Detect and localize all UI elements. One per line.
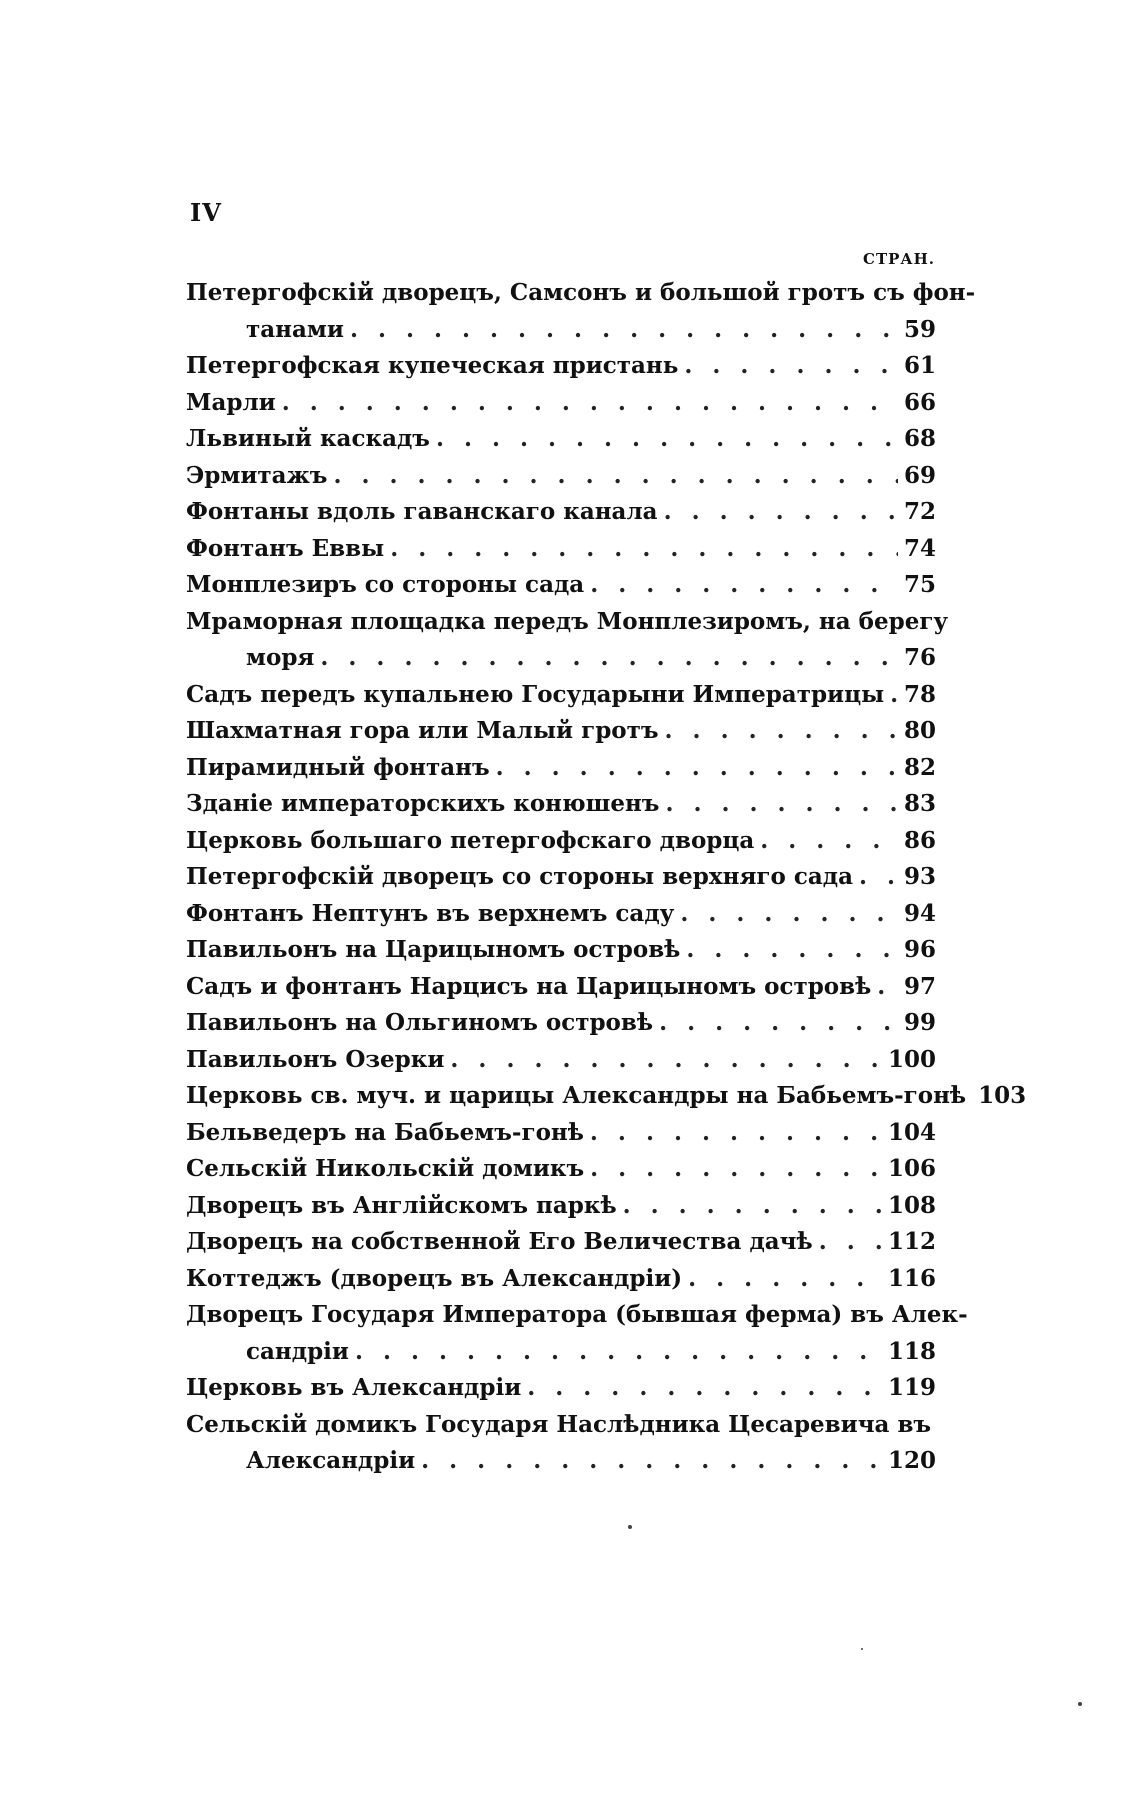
toc-entry-title: Садъ и фонтанъ Нарцисъ на Царицыномъ островѣ <box>186 972 872 1000</box>
toc-entry-page-number: 86 <box>903 826 936 854</box>
toc-entry-page-number: 75 <box>903 571 936 598</box>
toc-entry-title: Коттеджъ (дворецъ въ Александріи) <box>186 1264 683 1292</box>
toc-entry-page-number: 108 <box>887 1191 936 1219</box>
toc-entry <box>186 531 936 568</box>
toc-entry-title-line1: Мраморная площадка передъ Монплезиромъ, на берегу <box>186 607 949 635</box>
dot-leader <box>590 1115 882 1152</box>
dot-leader <box>623 1188 882 1225</box>
page-column-header: СТРАН. <box>863 250 935 268</box>
toc-entry-page-number: 83 <box>903 790 936 817</box>
toc-entry-title: Павильонъ Озерки <box>186 1045 445 1073</box>
dot-leader <box>890 677 898 714</box>
print-speck <box>861 1648 863 1650</box>
dot-leader <box>590 567 898 604</box>
toc-entry-title-line1: Сельскій домикъ Государя Наслѣдника Цесаревича въ <box>186 1410 932 1438</box>
toc-entry-title: Сельскій Никольскій домикъ <box>186 1155 585 1182</box>
toc-entry-title: танами <box>246 315 344 343</box>
toc-entry-title: Церковь большаго петергофскаго дворца <box>186 826 755 854</box>
toc-entry <box>186 1407 936 1480</box>
dot-leader <box>590 1151 882 1188</box>
dot-leader <box>688 1261 882 1298</box>
toc-entry <box>186 1188 936 1225</box>
toc-entry-title: Львиный каскадъ <box>186 425 430 452</box>
toc-entry <box>186 1042 936 1079</box>
toc-entry-page-number: 99 <box>903 1009 936 1036</box>
toc-entry <box>186 494 936 531</box>
toc-entry-title: Александріи <box>246 1447 416 1474</box>
toc-entry-title: Павильонъ на Ольгиномъ островѣ <box>186 1009 654 1036</box>
toc-entry-page-number: 96 <box>903 936 936 963</box>
toc-entry-title: Марли <box>186 388 276 416</box>
dot-leader <box>496 750 898 787</box>
dot-leader <box>680 896 898 933</box>
dot-leader <box>760 823 898 860</box>
toc-entry-title: Петергофская купеческая пристань <box>186 352 679 379</box>
toc-entry-title: Церковь св. муч. и царицы Александры на Бабьемъ-гонѣ <box>186 1082 967 1109</box>
toc-entry-page-number: 119 <box>887 1374 936 1401</box>
toc-entry-page-number: 94 <box>903 899 936 927</box>
toc-entry-title: Церковь въ Александріи <box>186 1374 522 1401</box>
toc-entry-page-number: 116 <box>887 1264 936 1292</box>
dot-leader <box>421 1443 882 1480</box>
toc-entry-page-number: 112 <box>887 1228 936 1255</box>
toc-entry-page-number: 59 <box>903 315 936 343</box>
toc-entry <box>186 604 949 677</box>
toc-entry <box>186 348 936 385</box>
toc-entry <box>186 458 936 495</box>
toc-entry-page-number: 97 <box>903 972 936 1000</box>
toc-entry <box>186 275 976 348</box>
dot-leader <box>877 969 898 1006</box>
toc-entry-title: моря <box>246 644 315 671</box>
toc-entry-title: Фонтанъ Еввы <box>186 534 385 562</box>
toc-entry-title: Садъ передъ купальнею Государыни Императрицы <box>186 680 885 708</box>
toc-entry-title: Дворецъ на собственной Его Величества дачѣ <box>186 1228 813 1255</box>
toc-entry-title-line1: Дворецъ Государя Императора (бывшая ферма) въ Алек- <box>186 1301 968 1328</box>
toc-entry-title: Петергофскій дворецъ со стороны верхняго сада <box>186 863 854 890</box>
dot-leader <box>686 932 898 969</box>
toc-entry-title: Пирамидный фонтанъ <box>186 753 490 781</box>
dot-leader <box>659 1005 898 1042</box>
toc-entry <box>186 969 936 1006</box>
dot-leader <box>819 1224 882 1261</box>
dot-leader <box>350 312 898 349</box>
toc-entry <box>186 713 936 750</box>
toc-entry <box>186 1151 936 1188</box>
page-number: IV <box>190 198 222 227</box>
dot-leader <box>333 458 898 495</box>
toc-entry-title: Павильонъ на Царицыномъ островѣ <box>186 936 681 963</box>
toc-entry-page-number: 72 <box>903 498 936 525</box>
toc-entry-page-number: 118 <box>887 1337 936 1365</box>
toc-entry <box>186 896 936 933</box>
toc-entry-page-number: 106 <box>887 1155 936 1182</box>
toc-entry-page-number: 82 <box>903 753 936 781</box>
dot-leader <box>527 1370 882 1407</box>
toc-entry <box>186 1297 968 1370</box>
toc-entry-page-number: 120 <box>887 1447 936 1474</box>
toc-entry <box>186 1115 936 1152</box>
dot-leader <box>450 1042 882 1079</box>
print-speck <box>628 1525 632 1529</box>
dot-leader <box>355 1334 882 1371</box>
toc-entry-page-number: 74 <box>903 534 936 562</box>
toc-entry <box>186 1370 936 1407</box>
toc-entry-title: Фонтанъ Нептунъ въ верхнемъ саду <box>186 899 675 927</box>
toc-entry-page-number: 76 <box>903 644 936 671</box>
toc-entry-page-number: 66 <box>903 388 936 416</box>
dot-leader <box>436 421 898 458</box>
toc-entry <box>186 567 936 604</box>
dot-leader <box>320 640 898 677</box>
toc-entry-page-number: 80 <box>903 717 936 744</box>
dot-leader <box>859 859 898 896</box>
toc-entry <box>186 1224 936 1261</box>
toc-entry-page-number: 104 <box>887 1118 936 1146</box>
toc-entry <box>186 677 936 714</box>
toc-entry-title: Шахматная гора или Малый гротъ <box>186 717 659 744</box>
toc-entry-page-number: 78 <box>903 680 936 708</box>
toc-entry <box>186 1078 1027 1115</box>
toc-entry-title: Бельведеръ на Бабьемъ-гонѣ <box>186 1118 584 1146</box>
dot-leader <box>665 713 898 750</box>
toc-entry <box>186 823 936 860</box>
toc-entry-page-number: 93 <box>903 863 936 890</box>
toc-entry-page-number: 69 <box>903 461 936 489</box>
dot-leader <box>684 348 898 385</box>
toc-entry-page-number: 61 <box>903 352 936 379</box>
toc-entry-title: Монплезиръ со стороны сада <box>186 571 585 598</box>
toc-entry-title: Дворецъ въ Англійскомъ паркѣ <box>186 1191 617 1219</box>
toc-entry-page-number: 103 <box>978 1082 1027 1109</box>
toc-entry <box>186 786 936 823</box>
toc-entry <box>186 750 936 787</box>
dot-leader <box>665 786 898 823</box>
toc-entry <box>186 1005 936 1042</box>
toc-entry <box>186 932 936 969</box>
toc-entry <box>186 859 936 896</box>
toc-entry-title: Фонтаны вдоль гаванскаго канала <box>186 498 658 525</box>
toc-entry-title-line1: Петергофскій дворецъ, Самсонъ и большой гротъ съ фон- <box>186 279 976 306</box>
table-of-contents <box>186 275 1027 1480</box>
toc-entry <box>186 385 936 422</box>
toc-entry-title: Эрмитажъ <box>186 461 328 489</box>
toc-entry <box>186 1261 936 1298</box>
toc-entry-page-number: 68 <box>903 425 936 452</box>
dot-leader <box>282 385 898 422</box>
print-speck <box>1078 1702 1082 1706</box>
toc-entry <box>186 421 936 458</box>
dot-leader <box>390 531 898 568</box>
toc-entry-title: сандріи <box>246 1337 349 1365</box>
toc-entry-title: Зданіе императорскихъ конюшенъ <box>186 790 660 817</box>
dot-leader <box>664 494 898 531</box>
toc-entry-page-number: 100 <box>887 1045 936 1073</box>
